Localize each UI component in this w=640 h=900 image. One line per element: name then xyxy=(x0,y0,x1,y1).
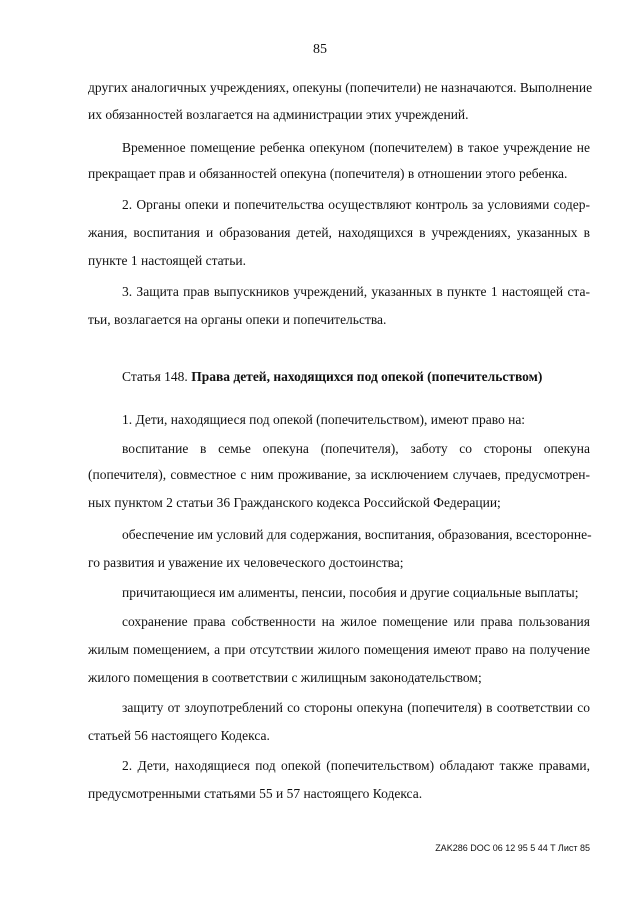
paragraph-line: их обязанностей возлагается на администрации этих учреждений. xyxy=(88,107,469,122)
paragraph-line: пункте 1 настоящей статьи. xyxy=(88,253,246,268)
paragraph-line: жания, воспитания и образования детей, находящихся в учреждениях, указанных в xyxy=(88,225,590,240)
article-line: предусмотренными статьями 55 и 57 настоящего Кодекса. xyxy=(88,786,423,801)
article-line: ных пунктом 2 статьи 36 Гражданского кодекса Российской Федерации; xyxy=(88,495,501,510)
paragraph-line: Временное помещение ребенка опекуном (попечителем) в такое учреждение не xyxy=(122,140,590,155)
paragraph-line: 3. Защита прав выпускников учреждений, указанных в пункте 1 настоящей ста- xyxy=(122,284,590,299)
page-number: 85 xyxy=(313,42,327,57)
paragraph-line: других аналогичных учреждениях, опекуны (попечители) не назначаются. Выполнение xyxy=(88,80,593,95)
article-line: (попечителя), совместное с ним проживание, за исключением случаев, предусмотрен- xyxy=(88,467,590,482)
article-line: статьей 56 настоящего Кодекса. xyxy=(88,728,270,743)
article-line: жилым помещением, а при отсутствии жилого помещения имеют право на получение xyxy=(88,642,590,657)
article-line: 2. Дети, находящиеся под опекой (попечительством) обладают также правами, xyxy=(122,758,590,773)
article-line: воспитание в семье опекуна (попечителя), заботу со стороны опекуна xyxy=(122,441,590,456)
paragraph-line: прекращает прав и обязанностей опекуна (попечителя) в отношении этого ребенка. xyxy=(88,166,568,181)
article-line: го развития и уважение их человеческого достоинства; xyxy=(88,555,404,570)
article-label: Статья 148. xyxy=(122,369,188,384)
article-heading xyxy=(122,369,590,385)
article-line: сохранение права собственности на жилое помещение или права пользования xyxy=(122,614,590,629)
footer-stamp: ZAK286 DOC 06 12 95 5 44 T Лист 85 xyxy=(435,843,590,853)
article-title: Права детей, находящихся под опекой (попечительством) xyxy=(191,369,543,384)
article-line: 1. Дети, находящиеся под опекой (попечительством), имеют право на: xyxy=(122,412,526,427)
paragraph-line: 2. Органы опеки и попечительства осуществляют контроль за условиями содер- xyxy=(122,197,590,212)
paragraph-line: тьи, возлагается на органы опеки и попечительства. xyxy=(88,312,387,327)
article-line: защиту от злоупотреблений со стороны опекуна (попечителя) в соответствии со xyxy=(122,700,590,715)
article-line: обеспечение им условий для содержания, воспитания, образования, всесторонне- xyxy=(122,527,592,542)
article-line: причитающиеся им алименты, пенсии, пособия и другие социальные выплаты; xyxy=(122,585,579,600)
article-line: жилого помещения в соответствии с жилищным законодательством; xyxy=(88,670,482,685)
